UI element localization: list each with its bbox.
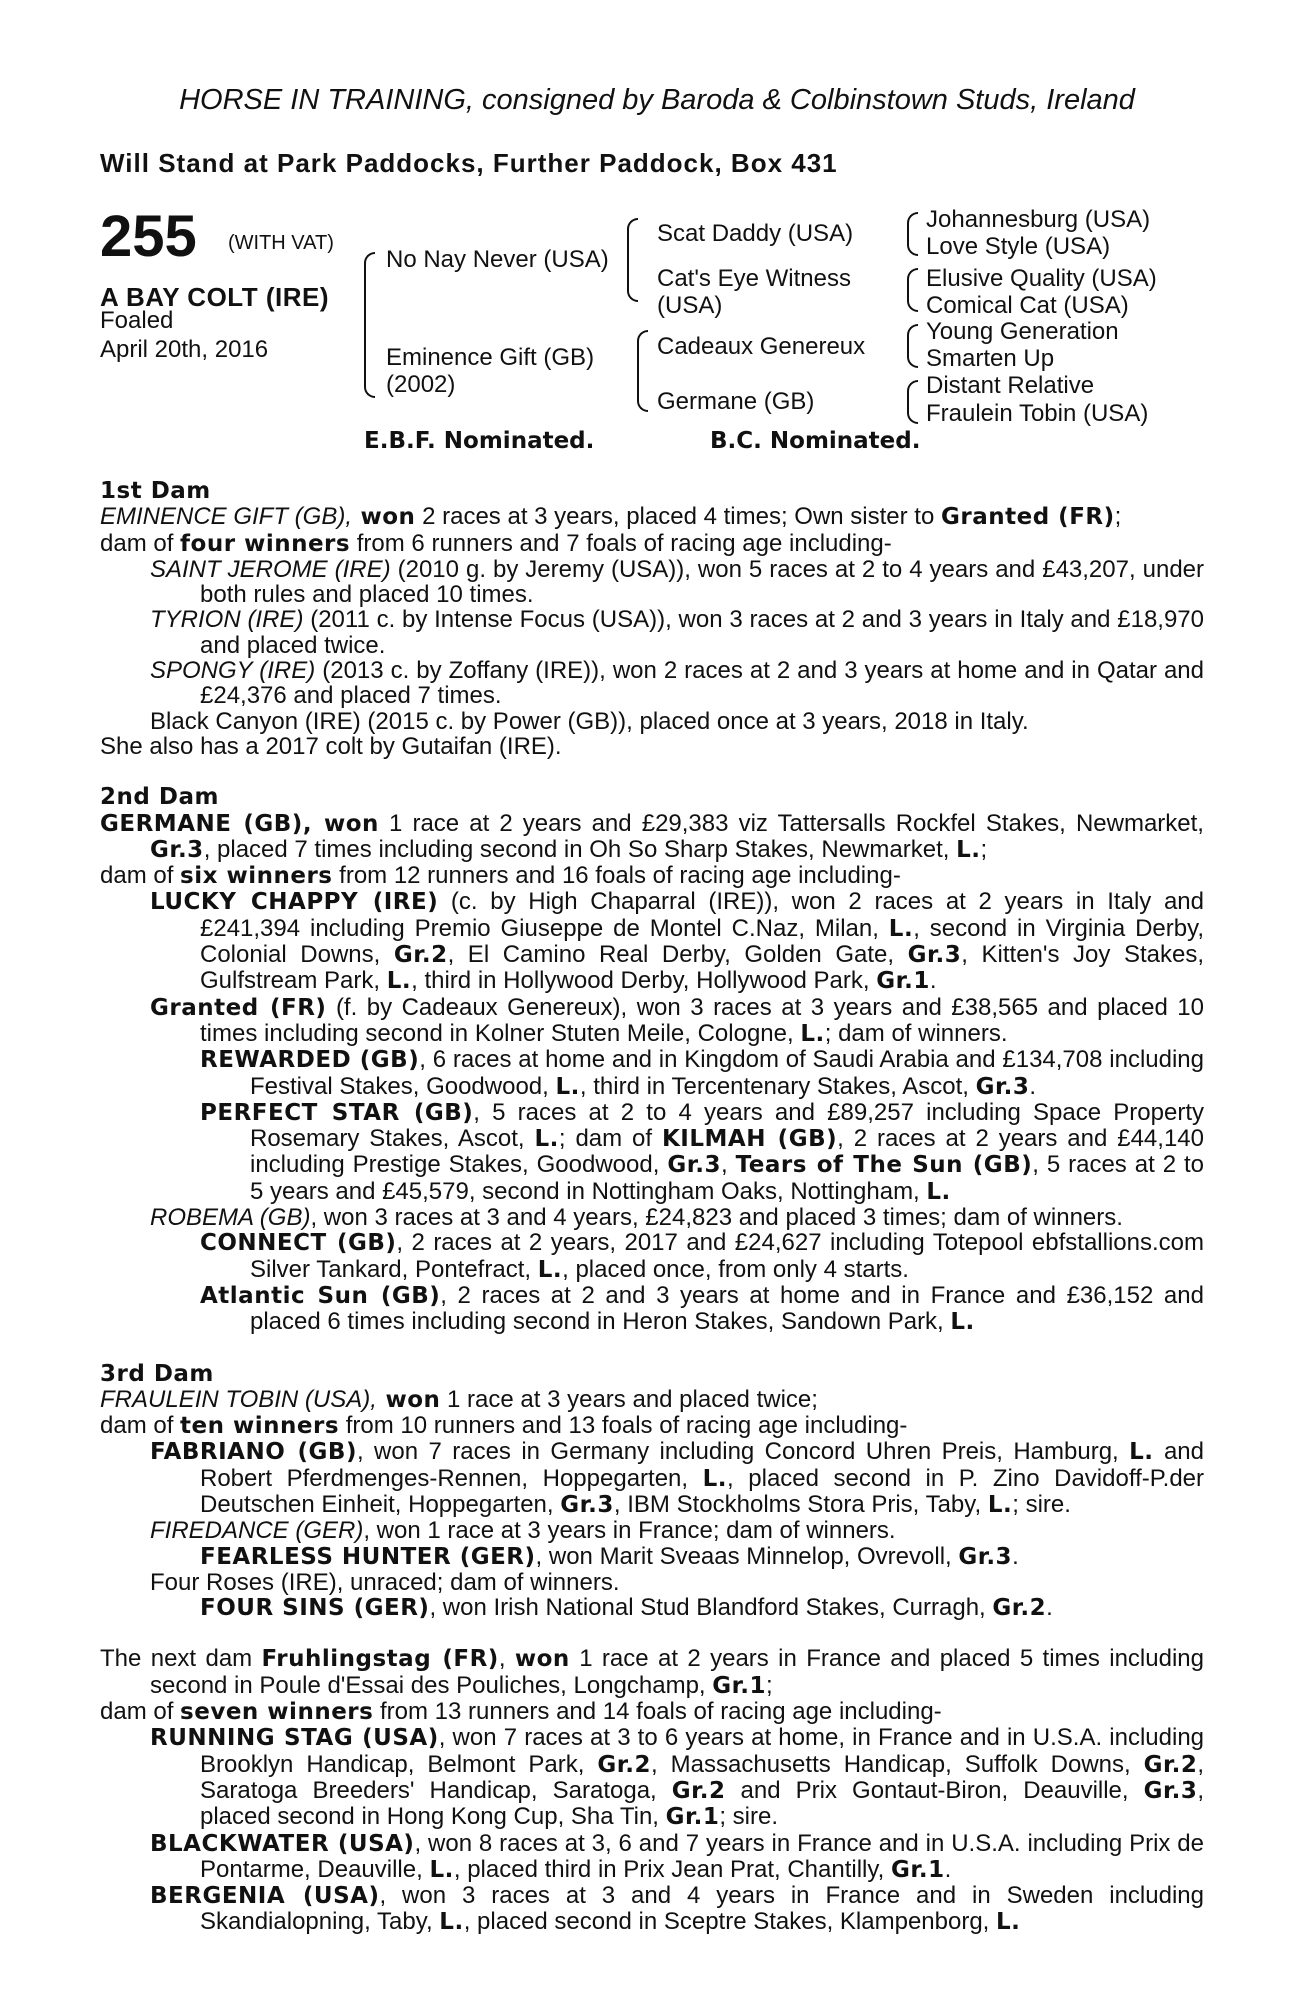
produce-tyrion: TYRION (IRE) (2011 c. by Intense Focus (USA)), won 3 races at 2 and 3 years in Italy and £18,970 and placed twice. [150,606,1204,659]
pedigree-sire-dam-country: (USA) [657,292,723,319]
second-dam-heading: 2nd Dam [100,784,219,811]
pedigree-bracket-ds [907,324,918,368]
pedigree-dam-year: (2002) [386,371,456,398]
produce-black-canyon: Black Canyon (IRE) (2015 c. by Power (GB)), placed once at 3 years, 2018 in Italy. [150,707,1029,735]
first-dam-heading: 1st Dam [100,478,211,504]
pedigree-bracket-sd [907,268,918,312]
produce-fearless-hunter: FEARLESS HUNTER (GER), won Marit Sveaas Minnelop, Ovrevoll, Gr.3. [200,1542,1019,1570]
third-dam-winners: dam of ten winners from 10 runners and 13 foals of racing age including- [100,1412,908,1440]
first-dam-winners: dam of four winners from 6 runners and 7 foals of racing age including- [100,529,892,557]
produce-spongy: SPONGY (IRE) (2013 c. by Zoffany (IRE)), won 2 races at 2 and 3 years at home and in Qatar and £24,376 and placed 7 times. [150,657,1204,710]
pedigree-dsd: Smarten Up [926,345,1055,372]
foaled-label: Foaled [100,307,174,334]
produce-four-roses: Four Roses (IRE), unraced; dam of winners. [150,1568,620,1596]
produce-saint-jerome: SAINT JEROME (IRE) (2010 g. by Jeremy (USA)), won 5 races at 2 to 4 years and £43,207, under both rules and placed 10 times. [150,555,1205,609]
second-dam-winners: dam of six winners from 12 runners and 16 foals of racing age including- [100,862,901,890]
catalogue-header: HORSE IN TRAINING, consigned by Baroda & Colbinstown Studs, Ireland [179,84,1135,116]
produce-firedance: FIREDANCE (GER), won 1 race at 3 years in France; dam of winners. [150,1517,896,1545]
pedigree-dam [386,344,594,398]
pedigree-sss: Johannesburg (USA) [926,206,1151,233]
pedigree-dam-sire: Cadeaux Genereux [657,333,866,360]
pedigree-bracket-dd [907,380,918,424]
pedigree-sds: Elusive Quality (USA) [926,265,1157,292]
produce-record [100,478,1204,1936]
pedigree-dam-dam: Germane (GB) [657,388,815,415]
pedigree-dam-name: Eminence Gift (GB) [386,344,595,371]
pedigree-ssd: Love Style (USA) [926,233,1111,260]
pedigree-bracket-main [364,252,375,398]
third-dam-heading: 3rd Dam [100,1360,214,1387]
produce-rewarded: REWARDED (GB), 6 races at home and in Kingdom of Saudi Arabia and £134,708 including Festival Stakes, Goodwood, L., third in Tercentenary Stakes, Ascot, Gr.3. [200,1046,1204,1100]
produce-robema: ROBEMA (GB), won 3 races at 3 and 4 years, £24,823 and placed 3 times; dam of winners. [150,1204,1123,1232]
pedigree-bracket-ss [907,212,918,256]
pedigree-sire-dam [657,265,851,319]
produce-bergenia: BERGENIA (USA), won 3 races at 3 and 4 years in France and in Sweden including Skandialopning, Taby, L., placed second in Sceptre Stakes, Klampenborg, L. [150,1882,1204,1936]
next-dam-summary: The next dam Fruhlingstag (FR), won 1 race at 2 years in France and placed 5 times including second in Poule d'Essai des Pouliches, Longchamp, Gr.1; [100,1645,1204,1699]
foaled-info [100,306,268,364]
pedigree-bracket-dam [637,330,648,412]
lot-number: 255 [100,204,197,269]
third-dam-summary: FRAULEIN TOBIN (USA), won 1 race at 3 years and placed twice; [100,1385,818,1413]
pedigree-dds: Distant Relative [926,372,1095,399]
lot-description: A BAY COLT (IRE) [100,282,330,312]
pedigree-bracket-sire [627,218,638,302]
stand-location: Will Stand at Park Paddocks, Further Paddock, Box 431 [100,148,838,178]
vat-note: (WITH VAT) [228,232,334,254]
foaled-date: April 20th, 2016 [100,336,269,363]
produce-blackwater: BLACKWATER (USA), won 8 races at 3, 6 and 7 years in France and in U.S.A. including Prix de Pontarme, Deauville, L., placed third in Prix Jean Prat, Chantilly, Gr.1. [150,1829,1204,1883]
produce-perfect-star: PERFECT STAR (GB), 5 races at 2 to 4 years and £89,257 including Space Property Rosemary Stakes, Ascot, L.; dam of KILMAH (GB), 2 races at 2 years and £44,140 including Prestige Stakes, Goodwood, Gr.3, Tears of The Sun (GB), 5 races at 2 to 5 years and £45,579, second in Nottingham Oaks, Nottingham, L. [200,1098,1205,1205]
pedigree-sire-dam-name: Cat's Eye Witness [657,265,851,292]
produce-running-stag: RUNNING STAG (USA), won 7 races at 3 to 6 years at home, in France and in U.S.A. including Brooklyn Handicap, Belmont Park, Gr.2, Massachusetts Handicap, Suffolk Downs, Gr.2, Saratoga Breeders' Handicap, Saratoga, Gr.2 and Prix Gontaut-Biron, Deauville, Gr.3, placed second in Hong Kong Cup, Sha Tin, Gr.1; sire. [150,1724,1205,1831]
pedigree-sire: No Nay Never (USA) [386,246,609,273]
ebf-nominated: E.B.F. Nominated. [364,428,595,454]
produce-atlantic-sun: Atlantic Sun (GB), 2 races at 2 and 3 years at home and in France and £36,152 and placed 6 times including second in Heron Stakes, Sandown Park, L. [200,1281,1204,1336]
produce-lucky-chappy: LUCKY CHAPPY (IRE) (c. by High Chaparral (IRE)), won 2 races at 2 years in Italy and £241,394 including Premio Giuseppe de Montel C.Naz, Milan, L., second in Virginia Derby, Colonial Downs, Gr.2, El Camino Real Derby, Golden Gate, Gr.3, Kitten's Joy Stakes, Gulfstream Park, L., third in Hollywood Derby, Hollywood Park, Gr.1. [150,888,1205,995]
pedigree-ddd: Fraulein Tobin (USA) [926,400,1149,427]
produce-connect: CONNECT (GB), 2 races at 2 years, 2017 and £24,627 including Totepool ebfstallions.com Silver Tankard, Pontefract, L., placed once, from only 4 starts. [200,1229,1204,1283]
produce-four-sins: FOUR SINS (GER), won Irish National Stud Blandford Stakes, Curragh, Gr.2. [200,1594,1053,1622]
produce-2017-colt: She also has a 2017 colt by Gutaifan (IRE). [100,732,562,760]
pedigree-sire-sire: Scat Daddy (USA) [657,220,854,247]
next-dam-winners: dam of seven winners from 13 runners and 14 foals of racing age including- [100,1698,942,1726]
second-dam-summary: GERMANE (GB), won 1 race at 2 years and £29,383 viz Tattersalls Rockfel Stakes, Newmarket, Gr.3, placed 7 times including second in Oh So Sharp Stakes, Newmarket, L.; [100,809,1204,863]
produce-fabriano: FABRIANO (GB), won 7 races in Germany including Concord Uhren Preis, Hamburg, L. and Robert Pferdmenges-Rennen, Hoppegarten, L., placed second in P. Zino Davidoff-P.der Deutschen Einheit, Hoppegarten, Gr.3, IBM Stockholms Stora Pris, Taby, L.; sire. [150,1438,1205,1518]
pedigree-sdd: Comical Cat (USA) [926,292,1129,319]
first-dam-summary: EMINENCE GIFT (GB), won 2 races at 3 years, placed 4 times; Own sister to Granted (FR); [100,503,1122,531]
bc-nominated: B.C. Nominated. [710,428,921,454]
pedigree-dss: Young Generation [926,318,1119,345]
produce-granted: Granted (FR) (f. by Cadeaux Genereux), won 3 races at 3 years and £38,565 and placed 10 times including second in Kolner Stuten Meile, Cologne, L.; dam of winners. [150,993,1204,1047]
